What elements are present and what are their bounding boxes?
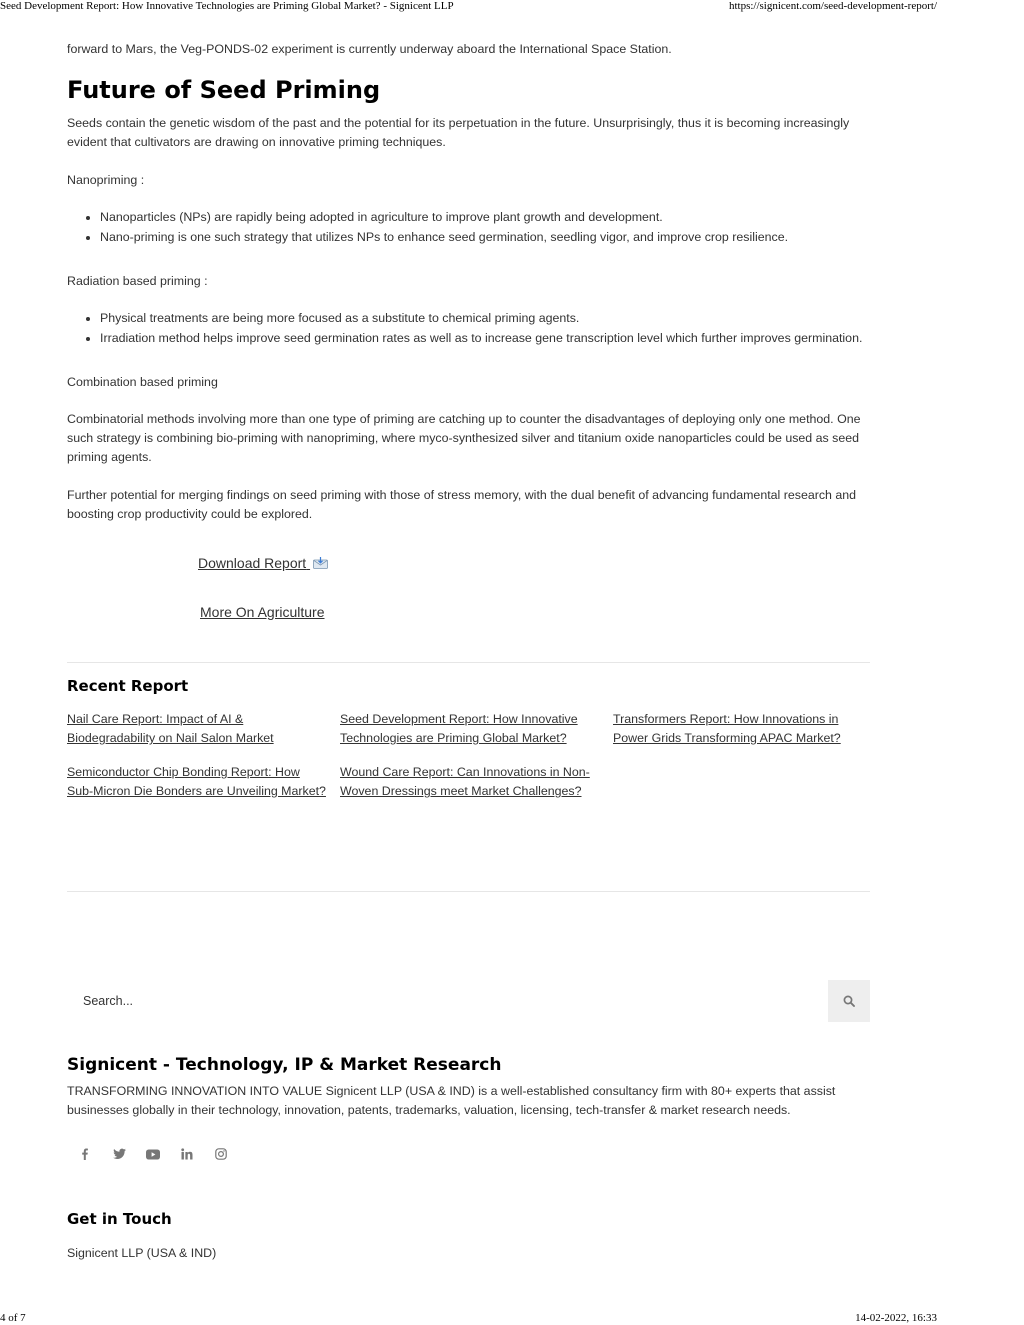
nanopriming-label: Nanopriming :	[67, 173, 145, 187]
twitter-icon	[113, 1148, 126, 1160]
facebook-link[interactable]	[73, 1142, 97, 1166]
recent-report-link-seed-development[interactable]: Seed Development Report: How Innovative Technologies are Priming Global Market?	[340, 712, 578, 745]
recent-report-heading: Recent Report	[67, 677, 189, 695]
company-title: Signicent - Technology, IP & Market Research	[67, 1055, 502, 1075]
search-input[interactable]	[67, 980, 828, 1022]
section-heading: Future of Seed Priming	[67, 76, 381, 104]
nanopriming-list	[67, 208, 788, 247]
paragraph-seeds: Seeds contain the genetic wisdom of the past and the potential for its perpetuation in the future. Unsurprisingly, thus it is becoming increasingly evident that cultivators are drawing on innovative priming techniques.	[67, 116, 850, 149]
social-links	[73, 1142, 233, 1166]
recent-report-link-wound-care[interactable]: Wound Care Report: Can Innovations in Non-Woven Dressings meet Market Challenges?	[340, 765, 590, 798]
combination-priming-label: Combination based priming	[67, 375, 218, 389]
radiation-priming-list	[67, 309, 862, 348]
paragraph-combinatorial: Combinatorial methods involving more than one type of priming are catching up to counter the disadvantages of deploying only one method. One such strategy is combining bio-priming with nanopriming, where myco-synthesized silver and titanium oxide nanoparticles could be used as seed priming agents.	[67, 412, 861, 464]
print-header	[0, 0, 937, 12]
section-divider	[67, 891, 870, 892]
envelope-download-icon	[313, 557, 328, 569]
list-item: • Physical treatments are being more focused as a substitute to chemical priming agents.	[100, 309, 862, 329]
search-icon	[843, 995, 855, 1007]
contact-company-name: Signicent LLP (USA & IND)	[67, 1246, 217, 1260]
more-on-agriculture-link[interactable]: More On Agriculture	[200, 604, 325, 620]
youtube-link[interactable]	[141, 1142, 165, 1166]
print-footer	[0, 1312, 937, 1324]
facebook-icon	[79, 1148, 91, 1160]
intro-paragraph: forward to Mars, the Veg-PONDS-02 experiment is currently underway aboard the International Space Station.	[67, 42, 672, 56]
search-button[interactable]	[828, 980, 870, 1022]
linkedin-icon	[181, 1148, 193, 1160]
recent-report-link-nail-care[interactable]: Nail Care Report: Impact of AI & Biodegradability on Nail Salon Market	[67, 712, 274, 745]
download-report-label: Download Report	[198, 555, 307, 571]
instagram-icon	[215, 1148, 227, 1160]
radiation-priming-label: Radiation based priming :	[67, 274, 208, 288]
download-report-link[interactable]	[198, 555, 328, 571]
section-divider	[67, 662, 870, 663]
instagram-link[interactable]	[209, 1142, 233, 1166]
list-item: • Nanoparticles (NPs) are rapidly being adopted in agriculture to improve plant growth and development.	[100, 208, 788, 228]
get-in-touch-heading: Get in Touch	[67, 1210, 172, 1228]
youtube-icon	[146, 1149, 160, 1160]
list-item: • Irradiation method helps improve seed germination rates as well as to increase gene transcription level which further improves germination.	[100, 329, 862, 349]
twitter-link[interactable]	[107, 1142, 131, 1166]
recent-report-link-transformers[interactable]: Transformers Report: How Innovations in Power Grids Transforming APAC Market?	[613, 712, 841, 745]
company-description: TRANSFORMING INNOVATION INTO VALUE Signicent LLP (USA & IND) is a well-established consultancy firm with 80+ experts that assist businesses globally in their technology, innovation, patents, trademarks, valuation, licensing, tech-transfer & market research needs.	[67, 1084, 836, 1117]
print-page-number: 4 of 7	[0, 1312, 26, 1324]
linkedin-link[interactable]	[175, 1142, 199, 1166]
recent-report-link-semiconductor[interactable]: Semiconductor Chip Bonding Report: How Sub-Micron Die Bonders are Unveiling Market?	[67, 765, 326, 798]
print-datetime: 14-02-2022, 16:33	[855, 1312, 937, 1324]
print-page-title: Seed Development Report: How Innovative Technologies are Priming Global Market? - Signicent LLP	[0, 0, 454, 12]
paragraph-further-potential: Further potential for merging findings on seed priming with those of stress memory, with the dual benefit of advancing fundamental research and boosting crop productivity could be explored.	[67, 488, 857, 521]
print-page-url: https://signicent.com/seed-development-report/	[728, 0, 937, 12]
list-item: • Nano-priming is one such strategy that utilizes NPs to enhance seed germination, seedling vigor, and improve crop resilience.	[100, 228, 788, 248]
search-form	[67, 980, 870, 1022]
